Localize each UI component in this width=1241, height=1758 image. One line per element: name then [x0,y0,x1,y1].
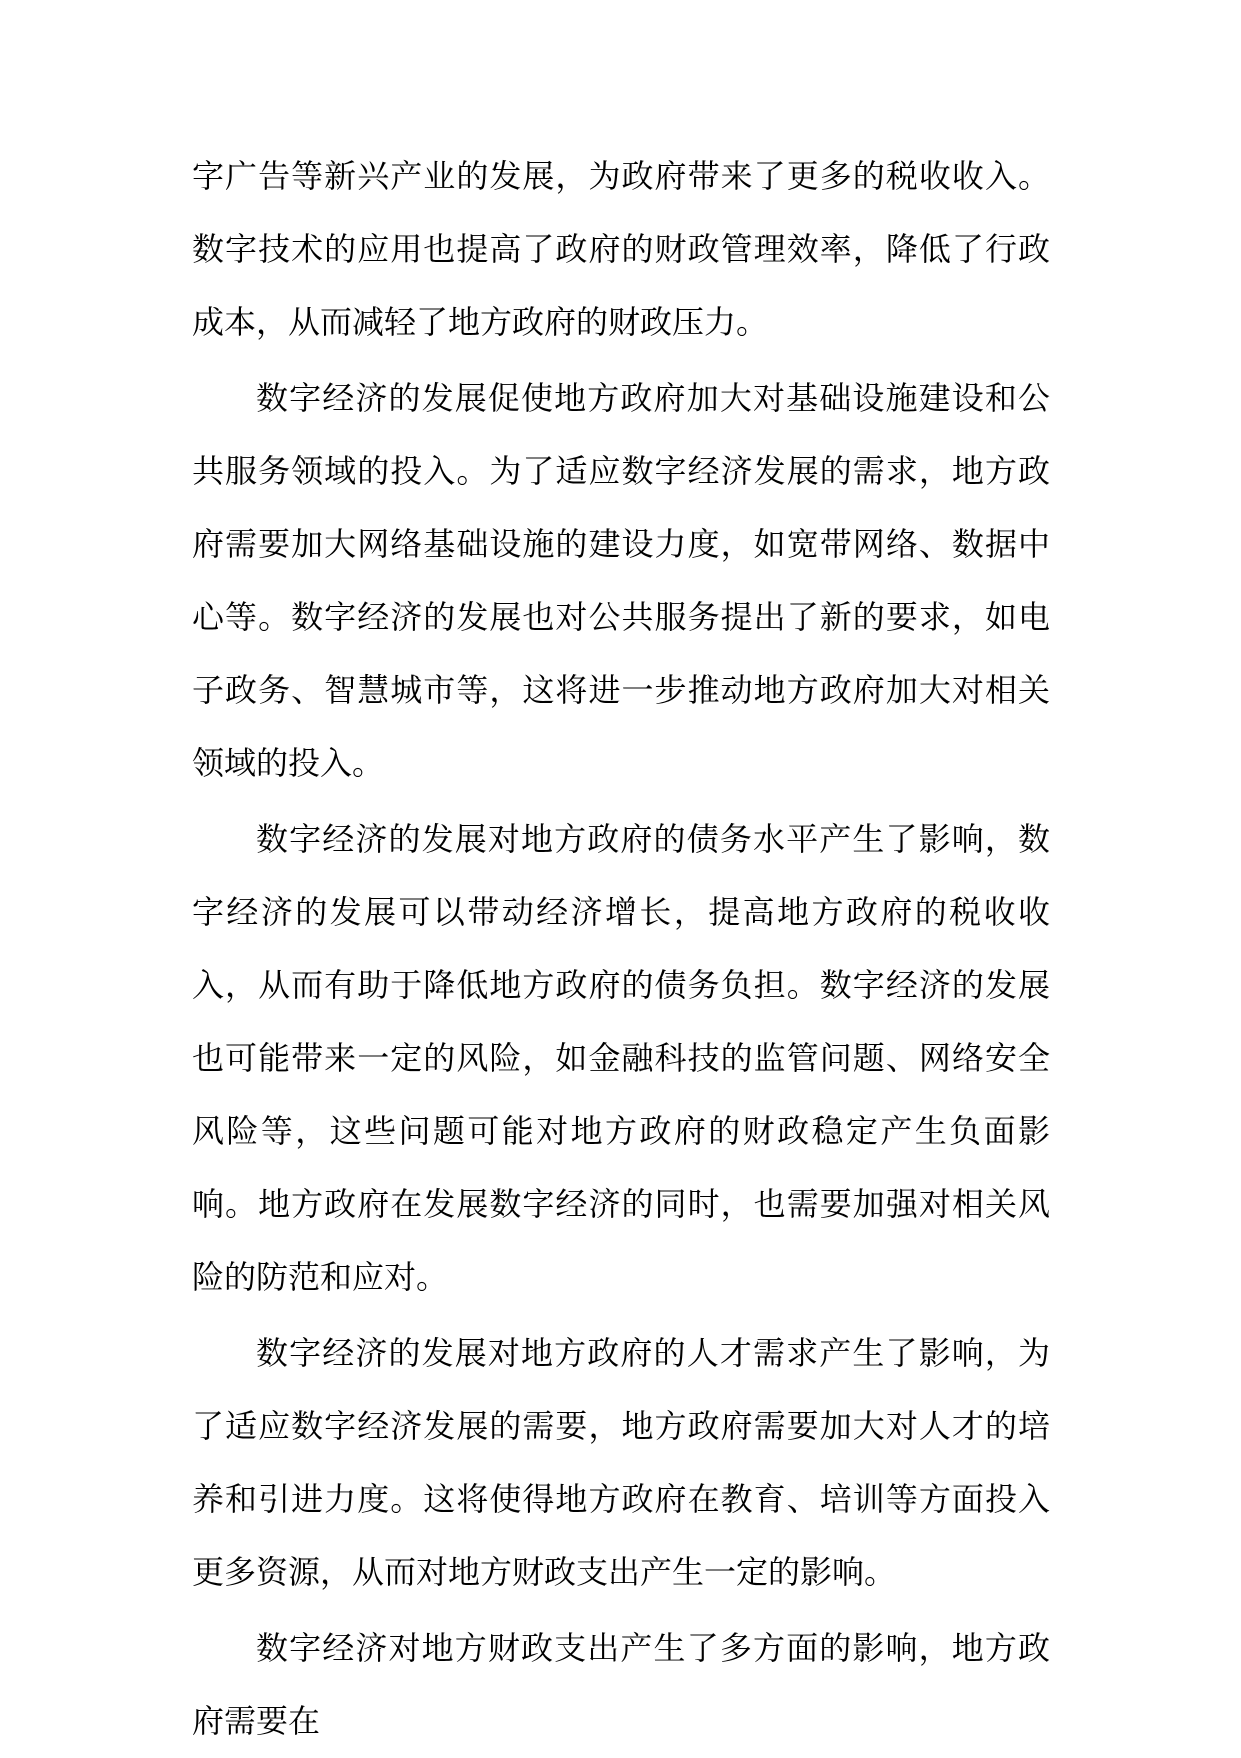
paragraph-continued: 字广告等新兴产业的发展，为政府带来了更多的税收收入。数字技术的应用也提高了政府的财政管理效率，降低了行政成本，从而减轻了地方政府的财政压力。 [192,157,1050,341]
paragraph-debt: 数字经济的发展对地方政府的债务水平产生了影响，数字经济的发展可以带动经济增长，提高地方政府的税收收入，从而有助于降低地方政府的债务负担。数字经济的发展也可能带来一定的风险，如金融科技的监管问题、网络安全风险等，这些问题可能对地方政府的财政稳定产生负面影响。地方政府在发展数字经济的同时，也需要加强对相关风险的防范和应对。 [192,820,1050,1296]
document-body [192,140,1050,1758]
paragraph-summary: 数字经济对地方财政支出产生了多方面的影响，地方政府需要在 [192,1629,1050,1740]
paragraph-infrastructure: 数字经济的发展促使地方政府加大对基础设施建设和公共服务领域的投入。为了适应数字经济发展的需求，地方政府需要加大网络基础设施的建设力度，如宽带网络、数据中心等。数字经济的发展也对公共服务提出了新的要求，如电子政务、智慧城市等，这将进一步推动地方政府加大对相关领域的投入。 [192,379,1050,782]
paragraph-talent: 数字经济的发展对地方政府的人才需求产生了影响，为了适应数字经济发展的需要，地方政府需要加大对人才的培养和引进力度。这将使得地方政府在教育、培训等方面投入更多资源，从而对地方财政支出产生一定的影响。 [192,1334,1050,1591]
